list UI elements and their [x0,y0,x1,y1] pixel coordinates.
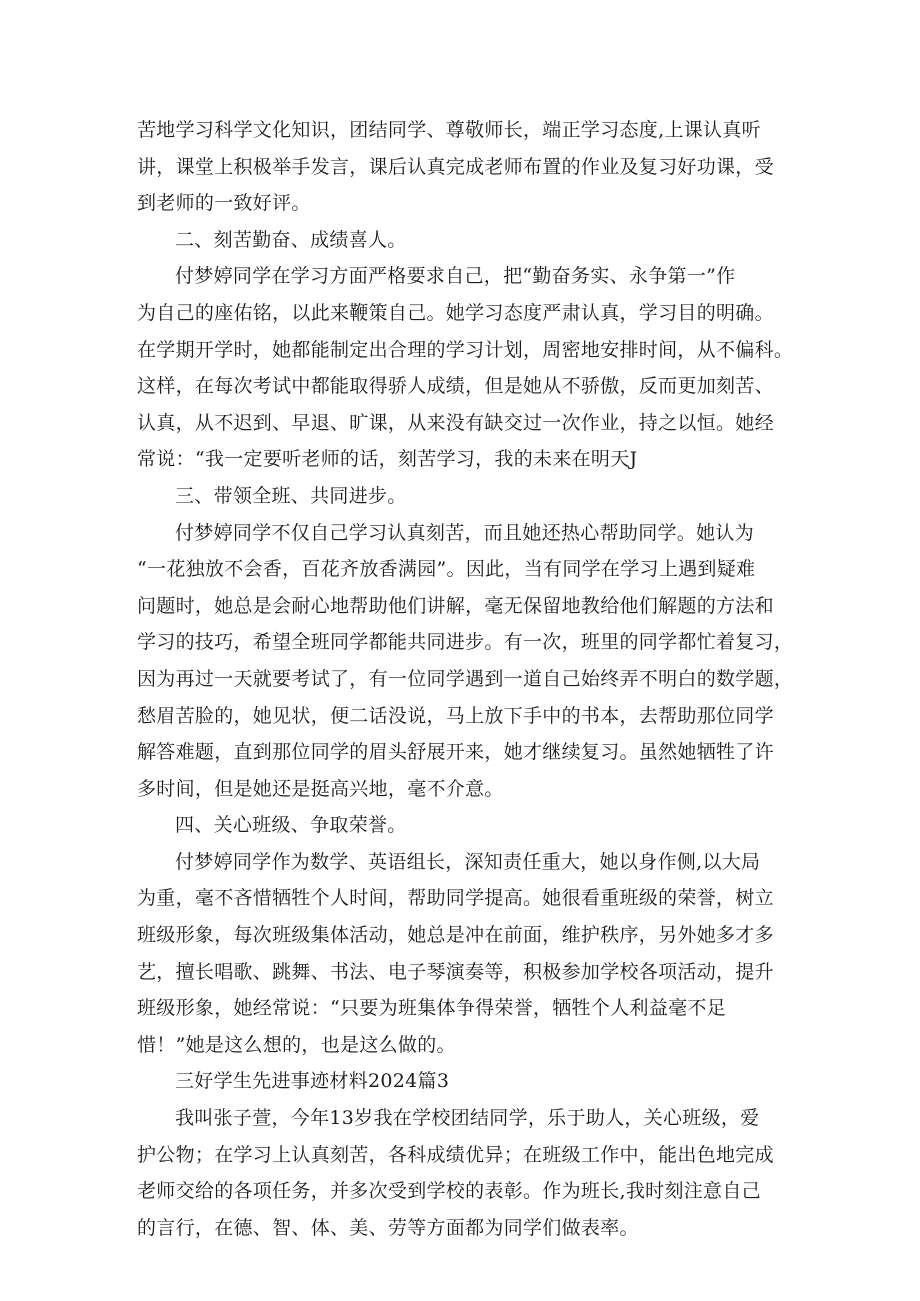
text-line: 解答难题，直到那位同学的眉头舒展开来，她才继续复习。虽然她牺牲了许 [137,741,774,764]
text-line: 我叫张子萱，今年13岁我在学校团结同学，乐于助人，关心班级，爱 [175,1107,760,1130]
text-line: 在学期开学时，她都能制定出合理的学习计划，周密地安排时间，从不偏科。 [137,338,794,361]
text-line: 艺，擅长唱歌、跳舞、书法、电子琴演奏等，积极参加学校各项活动，提升 [137,960,774,983]
text-line: “一花独放不会香，百花齐放香满园”。因此，当有同学在学习上遇到疑难 [137,558,756,581]
text-line: 到老师的一致好评。 [137,192,311,215]
text-line: 四、关心班级、争取荣誉。 [175,814,407,837]
text-line: 常说：“我一定要听老师的话，刻苦学习，我的未来在明天J [137,448,638,471]
text-line: 因为再过一天就要考试了，有一位同学遇到一道自己始终弄不明白的数学题， [137,667,794,690]
text-line: 班级形象，每次班级集体活动，她总是冲在前面，维护秩序，另外她多才多 [137,924,774,947]
text-line: 学习的技巧，希望全班同学都能共同进步。有一次，班里的同学都忙着复习， [137,631,794,654]
text-line: 讲，课堂上积极举手发言，课后认真完成老师布置的作业及复习好功课，受 [137,155,774,178]
text-line: 苦地学习科学文化知识，团结同学、尊敬师长，端正学习态度,上课认真听 [137,119,761,141]
text-line: 问题时，她总是会耐心地帮助他们讲解，毫无保留地教给他们解题的方法和 [137,594,774,617]
text-line: 认真，从不迟到、早退、旷课，从来没有缺交过一次作业，持之以恒。她经 [137,411,774,434]
text-line: 付梦婷同学在学习方面严格要求自己，把“勤奋务实、永争第一”作 [175,265,736,288]
text-line: 为自己的座佑铭，以此来鞭策自己。她学习态度严肃认真，学习目的明确。 [137,301,774,324]
text-line: 愁眉苦脸的，她见状，便二话没说，马上放下手中的书本，去帮助那位同学 [137,704,774,727]
text-line: 付梦婷同学作为数学、英语组长，深知责任重大，她以身作侧,以大局 [175,850,761,873]
text-line: 二、刻苦勤奋、成绩喜人。 [175,228,407,251]
document-body [137,112,797,1246]
text-line: 付梦婷同学不仅自己学习认真刻苦，而且她还热心帮助同学。她认为 [175,521,755,544]
text-line: 惜！”她是这么想的，也是这么做的。 [137,1033,456,1056]
text-line: 三好学生先进事迹材料2024篇3 [175,1070,450,1093]
text-line: 为重，毫不吝惜牺牲个人时间，帮助同学提高。她很看重班级的荣誉，树立 [137,887,774,910]
text-line: 三、带领全班、共同进步。 [175,484,407,507]
text-line: 多时间，但是她还是挺高兴地，毫不介意。 [137,777,504,800]
text-line: 老师交给的各项任务，并多次受到学校的表彰。作为班长,我时刻注意自己 [137,1180,761,1203]
text-line: 这样，在每次考试中都能取得骄人成绩，但是她从不骄傲，反而更加刻苦、 [137,375,774,398]
text-line: 的言行，在德、智、体、美、劳等方面都为同学们做表率。 [137,1216,639,1239]
text-line: 班级形象，她经常说：“只要为班集体争得荣誉，牺牲个人利益毫不足 [137,997,727,1020]
text-line: 护公物；在学习上认真刻苦，各科成绩优异；在班级工作中，能出色地完成 [137,1143,774,1166]
